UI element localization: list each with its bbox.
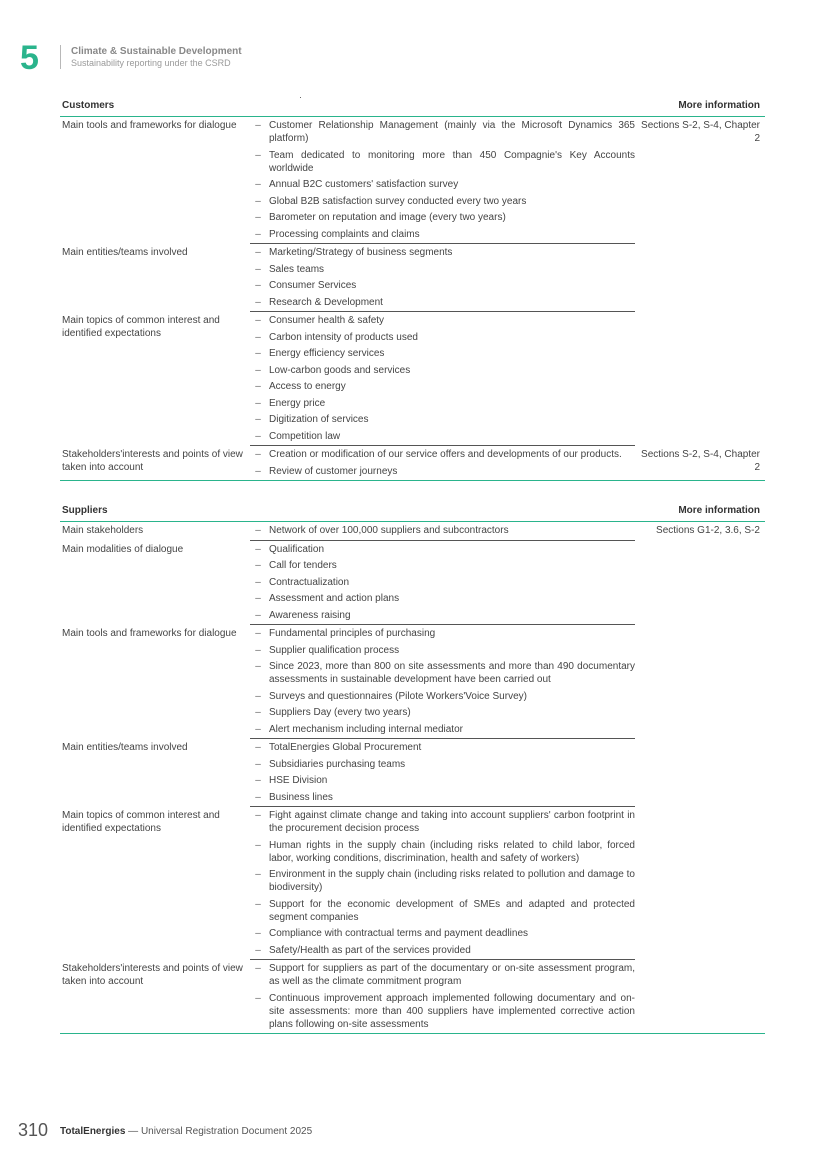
dash-bullet-icon: – [255, 296, 261, 308]
footer-text [60, 1126, 312, 1137]
list-item [250, 607, 635, 624]
suppliers-table-body [60, 522, 765, 1033]
list-item-text: Consumer health & safety [269, 315, 385, 326]
list-item-text: Qualification [269, 543, 325, 555]
dash-bullet-icon: – [255, 963, 261, 974]
list-item [250, 541, 635, 558]
list-item-text: Human rights in the supply chain (including risks related to child labor, forced labor, working conditions, discrimination, health and safety of workers) [269, 839, 635, 864]
suppliers-table-end [60, 1033, 765, 1034]
list-item [250, 590, 635, 607]
row-more-information [635, 244, 765, 312]
list-item-text: Continuous improvement approach implemented following documentary and on-site assessments: more than 400 suppliers have implemented corrective action plans following on-site assessments [269, 992, 635, 1030]
list-item [250, 411, 635, 428]
row-more-information: Sections S-2, S-4, Chapter 2 [641, 120, 760, 144]
row-items [250, 117, 635, 244]
list-item-text: Creation or modification of our service offers and developments of our products. [269, 449, 622, 460]
list-item-text: Suppliers Day (every two years) [269, 707, 411, 718]
list-item-text: Energy price [269, 397, 326, 409]
list-item-text: Contractualization [269, 576, 350, 588]
row-label: Stakeholders'interests and points of view taken into account [62, 963, 243, 987]
list-item-text: Call for tenders [269, 560, 337, 571]
dash-bullet-icon: – [255, 381, 261, 392]
dash-bullet-icon: – [255, 593, 261, 604]
list-item-text: Fight against climate change and taking into account suppliers' carbon footprint in the procurement decision process [269, 810, 635, 834]
list-item-text: Subsidiaries purchasing teams [269, 758, 406, 770]
dash-bullet-icon: – [255, 179, 261, 190]
dash-bullet-icon: – [255, 364, 261, 376]
list-item-text: Support for suppliers as part of the documentary or on-site assessment program, as well as the climate commitment program [269, 963, 635, 987]
row-items [250, 446, 635, 480]
list-item-text: Energy efficiency services [269, 348, 385, 359]
table-row [60, 541, 765, 626]
dash-bullet-icon: – [255, 992, 261, 1004]
list-item [250, 176, 635, 193]
footer-brand: TotalEnergies [60, 1126, 126, 1137]
list-item [250, 378, 635, 395]
dash-bullet-icon: – [255, 247, 261, 258]
dash-bullet-icon: – [255, 775, 261, 786]
dash-bullet-icon: – [255, 661, 261, 672]
list-item-text: Since 2023, more than 800 on site assessments and more than 490 documentary assessments in sustainable development have been carried out [269, 661, 635, 685]
dash-bullet-icon: – [255, 465, 261, 477]
page-number: 310 [18, 1120, 49, 1140]
list-item-text: Environment in the supply chain (including risks related to pollution and damage to biodiversity) [269, 869, 635, 893]
list-item [250, 261, 635, 278]
dash-bullet-icon: – [255, 212, 261, 223]
customers-heading: Customers [62, 100, 115, 111]
list-item [250, 942, 635, 959]
list-item [250, 960, 635, 990]
dash-bullet-icon: – [255, 898, 261, 910]
list-item-text: Support for the economic development of SMEs and adapted and protected segment companies [269, 898, 635, 923]
row-label: Main topics of common interest and identified expectations [62, 315, 220, 339]
chapter-title: Climate & Sustainable Development [71, 46, 242, 57]
suppliers-info-heading: More information [678, 505, 760, 516]
dash-bullet-icon: – [255, 315, 261, 326]
list-item-text: Low-carbon goods and services [269, 364, 411, 376]
list-item [250, 756, 635, 773]
row-label: Main modalities of dialogue [62, 543, 184, 555]
row-more-information [635, 312, 765, 446]
list-item-text: Sales teams [269, 263, 325, 275]
row-items [250, 522, 635, 541]
list-item [250, 244, 635, 261]
row-label: Main entities/teams involved [62, 247, 188, 258]
list-item [250, 193, 635, 210]
dash-bullet-icon: – [255, 928, 261, 939]
list-item [250, 312, 635, 329]
table-row [60, 446, 765, 480]
row-items [250, 541, 635, 626]
row-more-information [635, 807, 765, 960]
customers-table [60, 98, 765, 481]
list-item-text: Alert mechanism including internal mediator [269, 723, 463, 735]
dash-bullet-icon: – [255, 707, 261, 718]
list-item-text: Fundamental principles of purchasing [269, 628, 436, 639]
list-item-text: Assessment and action plans [269, 593, 400, 604]
dash-bullet-icon: – [255, 449, 261, 460]
list-item [250, 557, 635, 574]
list-item [250, 925, 635, 942]
dash-bullet-icon: – [255, 228, 261, 240]
row-label: Main entities/teams involved [62, 742, 188, 753]
list-item-text: Marketing/Strategy of business segments [269, 247, 453, 258]
dash-bullet-icon: – [255, 944, 261, 956]
row-more-information [635, 541, 765, 626]
row-more-information [635, 960, 765, 1033]
dash-bullet-icon: – [255, 195, 261, 207]
dash-bullet-icon: – [255, 742, 261, 753]
list-item-text: Competition law [269, 430, 341, 442]
list-item [250, 294, 635, 311]
list-item-text: Surveys and questionnaires (Pilote Workers'Voice Survey) [269, 690, 527, 702]
list-item [250, 345, 635, 362]
row-more-information: Sections G1-2, 3.6, S-2 [656, 525, 760, 536]
suppliers-table-header [60, 503, 765, 522]
list-item-text: TotalEnergies Global Procurement [269, 742, 422, 753]
list-item-text: Carbon intensity of products used [269, 331, 418, 343]
list-item [250, 625, 635, 642]
dash-bullet-icon: – [255, 839, 261, 851]
dash-bullet-icon: – [255, 810, 261, 821]
dash-bullet-icon: – [255, 869, 261, 880]
list-item-text: Business lines [269, 791, 333, 803]
dash-bullet-icon: – [255, 331, 261, 343]
row-label: Main stakeholders [62, 525, 144, 536]
list-item-text: Digitization of services [269, 414, 369, 425]
row-more-information [635, 625, 765, 739]
list-item-text: Customer Relationship Management (mainly via the Microsoft Dynamics 365 platform) [269, 120, 635, 144]
list-item-text: Review of customer journeys [269, 465, 398, 477]
list-item [250, 463, 635, 480]
row-label: Main topics of common interest and identified expectations [62, 810, 220, 834]
list-item-text: Safety/Health as part of the services provided [269, 944, 471, 956]
suppliers-heading: Suppliers [62, 505, 108, 516]
row-items [250, 312, 635, 446]
customers-table-header [60, 98, 765, 117]
list-item [250, 446, 635, 463]
dash-bullet-icon: – [255, 263, 261, 275]
table-row [60, 522, 765, 541]
dash-bullet-icon: – [255, 414, 261, 425]
list-item [250, 522, 635, 539]
list-item-text: HSE Division [269, 775, 328, 786]
list-item [250, 226, 635, 243]
list-item [250, 789, 635, 806]
row-items [250, 739, 635, 807]
dash-bullet-icon: – [255, 280, 261, 291]
row-more-information [635, 739, 765, 807]
list-item [250, 866, 635, 896]
dash-bullet-icon: – [255, 348, 261, 359]
list-item [250, 688, 635, 705]
list-item [250, 772, 635, 789]
table-row [60, 807, 765, 960]
dash-bullet-icon: – [255, 430, 261, 442]
list-item [250, 837, 635, 867]
row-label: Stakeholders'interests and points of view taken into account [62, 449, 243, 473]
list-item [250, 642, 635, 659]
list-item-text: Compliance with contractual terms and payment deadlines [269, 928, 529, 939]
row-items [250, 807, 635, 960]
list-item [250, 395, 635, 412]
dash-bullet-icon: – [255, 397, 261, 409]
row-label: Main tools and frameworks for dialogue [62, 120, 237, 131]
list-item [250, 147, 635, 177]
suppliers-table [60, 503, 765, 1034]
list-item [250, 739, 635, 756]
dash-bullet-icon: – [255, 149, 261, 161]
dash-bullet-icon: – [255, 758, 261, 770]
dash-bullet-icon: – [255, 543, 261, 555]
list-item [250, 704, 635, 721]
chapter-subtitle: Sustainability reporting under the CSRD [71, 58, 231, 68]
list-item [250, 896, 635, 926]
customers-info-heading: More information [678, 100, 760, 111]
table-row [60, 117, 765, 244]
table-row [60, 739, 765, 807]
dash-bullet-icon: – [255, 120, 261, 131]
dash-bullet-icon: – [255, 628, 261, 639]
table-row [60, 960, 765, 1033]
list-item-text: Global B2B satisfaction survey conducted every two years [269, 195, 527, 207]
row-items [250, 244, 635, 312]
list-item [250, 117, 635, 147]
dash-bullet-icon: – [255, 609, 261, 621]
list-item [250, 329, 635, 346]
footer-doc-title: — Universal Registration Document 2025 [128, 1126, 313, 1137]
list-item [250, 721, 635, 738]
dash-bullet-icon: – [255, 576, 261, 588]
list-item [250, 209, 635, 226]
table-row [60, 625, 765, 739]
list-item-text: Barometer on reputation and image (every two years) [269, 212, 506, 223]
table-row [60, 312, 765, 446]
list-item-text: Consumer Services [269, 280, 357, 291]
list-item [250, 574, 635, 591]
dash-bullet-icon: – [255, 525, 261, 536]
list-item [250, 428, 635, 445]
list-item [250, 990, 635, 1033]
chapter-number: 5 [20, 39, 39, 77]
customers-table-body [60, 117, 765, 480]
list-item-text: Network of over 100,000 suppliers and subcontractors [269, 525, 509, 536]
row-items [250, 960, 635, 1033]
list-item [250, 807, 635, 837]
list-item-text: Research & Development [269, 296, 383, 308]
dash-bullet-icon: – [255, 791, 261, 803]
list-item [250, 658, 635, 688]
list-item-text: Awareness raising [269, 609, 351, 621]
dash-bullet-icon: – [255, 690, 261, 702]
list-item-text: Team dedicated to monitoring more than 450 Compagnie's Key Accounts worldwide [269, 149, 635, 174]
row-more-information: Sections S-2, S-4, Chapter 2 [641, 449, 760, 473]
list-item [250, 362, 635, 379]
dash-bullet-icon: – [255, 723, 261, 735]
list-item [250, 277, 635, 294]
row-label: Main tools and frameworks for dialogue [62, 628, 237, 639]
list-item-text: Annual B2C customers' satisfaction survey [269, 179, 459, 190]
list-item-text: Supplier qualification process [269, 644, 400, 656]
table-row [60, 244, 765, 312]
list-item-text: Processing complaints and claims [269, 228, 420, 240]
dash-bullet-icon: – [255, 644, 261, 656]
list-item-text: Access to energy [269, 381, 346, 392]
header-divider [60, 45, 61, 69]
dash-bullet-icon: – [255, 560, 261, 571]
row-items [250, 625, 635, 739]
customers-table-end [60, 480, 765, 481]
